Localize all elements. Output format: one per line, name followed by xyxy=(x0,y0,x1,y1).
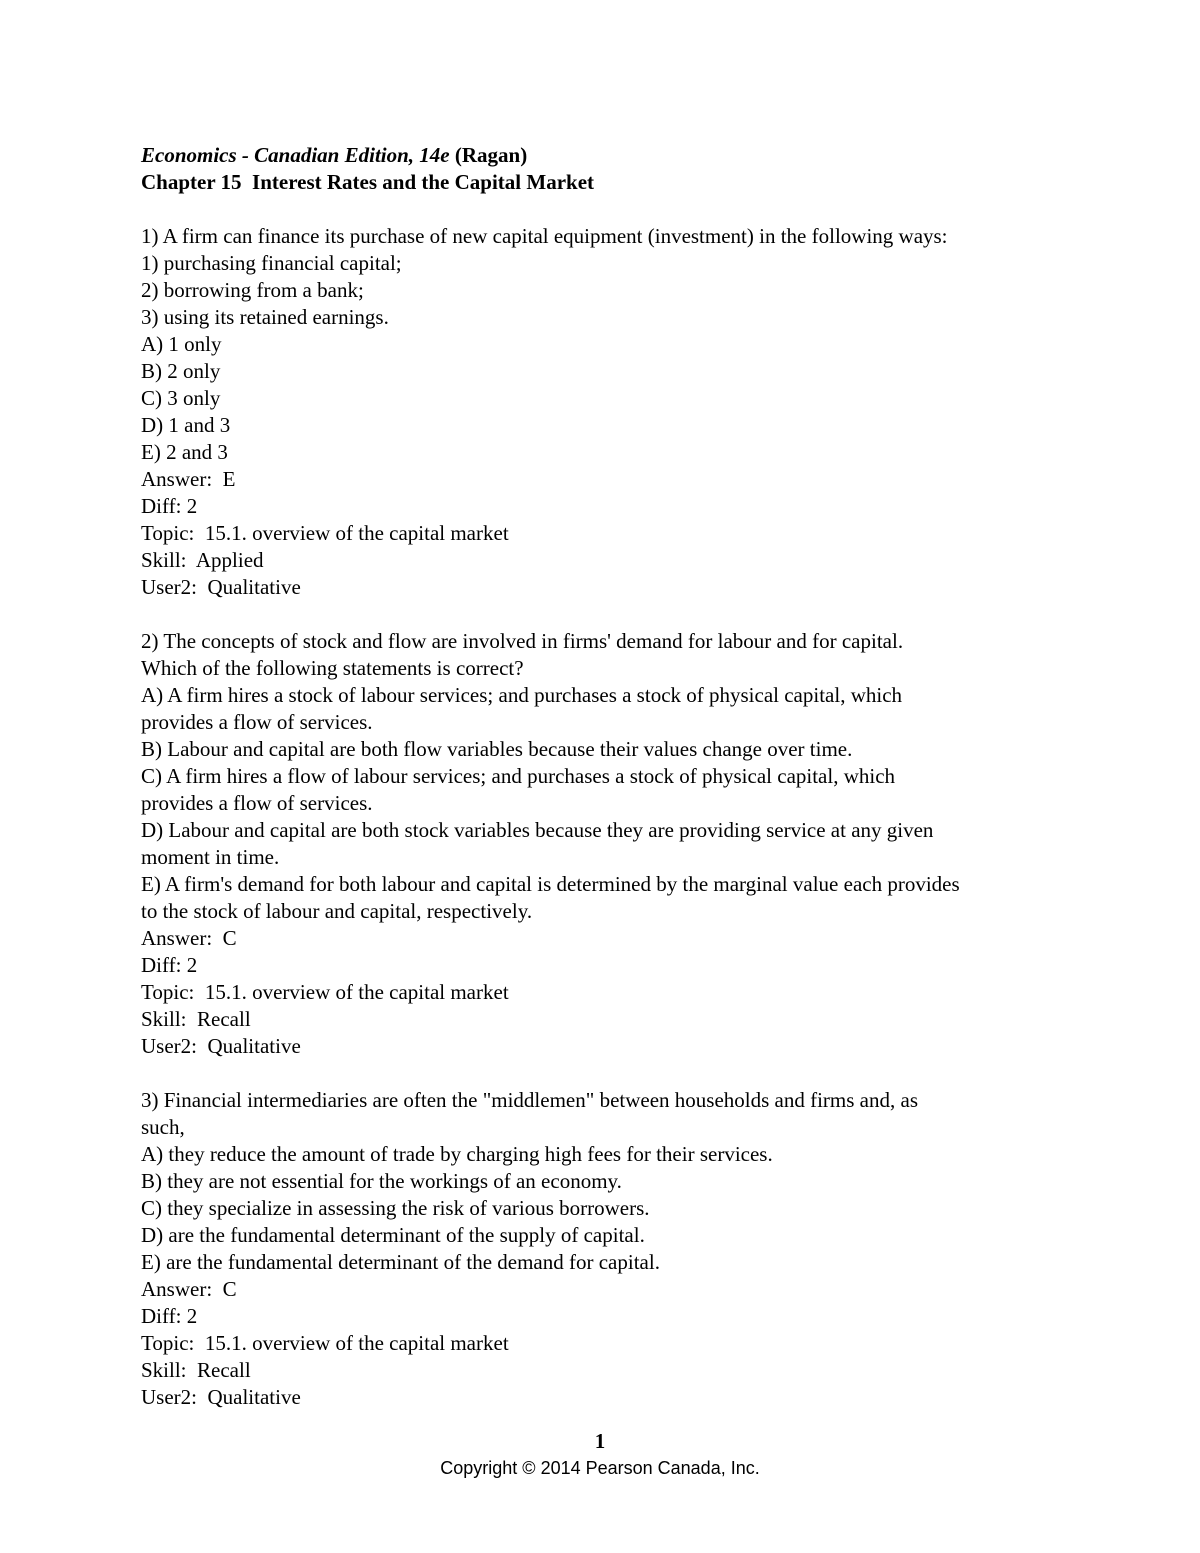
skill: Skill: Recall xyxy=(141,1007,251,1031)
book-title xyxy=(141,142,1071,169)
question-line: 2) The concepts of stock and flow are involved in firms' demand for labour and for capital. xyxy=(141,629,904,653)
answer-option: E) are the fundamental determinant of the demand for capital. xyxy=(141,1250,660,1274)
topic: Topic: 15.1. overview of the capital market xyxy=(141,521,509,545)
question-1 xyxy=(141,223,1071,601)
user2: User2: Qualitative xyxy=(141,1385,301,1409)
topic: Topic: 15.1. overview of the capital market xyxy=(141,980,509,1004)
skill: Skill: Applied xyxy=(141,548,264,572)
question-line: such, xyxy=(141,1115,185,1139)
answer-option: D) 1 and 3 xyxy=(141,413,231,437)
answer-option: C) 3 only xyxy=(141,386,221,410)
answer-option: C) A firm hires a flow of labour services; and purchases a stock of physical capital, which xyxy=(141,764,896,788)
topic: Topic: 15.1. overview of the capital market xyxy=(141,1331,509,1355)
chapter-title: Chapter 15 Interest Rates and the Capital Market xyxy=(141,170,595,194)
difficulty: Diff: 2 xyxy=(141,953,198,977)
answer-option: provides a flow of services. xyxy=(141,710,373,734)
answer-option: A) 1 only xyxy=(141,332,222,356)
question-line: 2) borrowing from a bank; xyxy=(141,278,364,302)
document-page xyxy=(141,142,1071,1411)
spacer xyxy=(141,601,1071,628)
answer-option: A) they reduce the amount of trade by charging high fees for their services. xyxy=(141,1142,773,1166)
question-line: Which of the following statements is correct? xyxy=(141,656,524,680)
copyright-notice: Copyright © 2014 Pearson Canada, Inc. xyxy=(440,1458,760,1478)
spacer xyxy=(141,1060,1071,1087)
spacer xyxy=(141,196,1071,223)
difficulty: Diff: 2 xyxy=(141,1304,198,1328)
answer-option: B) 2 only xyxy=(141,359,221,383)
answer-key: Answer: C xyxy=(141,926,237,950)
answer-option: A) A firm hires a stock of labour services; and purchases a stock of physical capital, which xyxy=(141,683,903,707)
answer-option: D) Labour and capital are both stock variables because they are providing service at any given xyxy=(141,818,934,842)
answer-option: E) A firm's demand for both labour and capital is determined by the marginal value each provides xyxy=(141,872,960,896)
user2: User2: Qualitative xyxy=(141,575,301,599)
difficulty: Diff: 2 xyxy=(141,494,198,518)
book-title-italic: Economics - Canadian Edition, 14e xyxy=(141,143,450,167)
user2: User2: Qualitative xyxy=(141,1034,301,1058)
answer-option: to the stock of labour and capital, respectively. xyxy=(141,899,533,923)
question-line: 1) A firm can finance its purchase of new capital equipment (investment) in the following ways: xyxy=(141,224,948,248)
question-line: 3) using its retained earnings. xyxy=(141,305,389,329)
answer-option: C) they specialize in assessing the risk of various borrowers. xyxy=(141,1196,650,1220)
answer-option: provides a flow of services. xyxy=(141,791,373,815)
answer-key: Answer: C xyxy=(141,1277,237,1301)
answer-option: D) are the fundamental determinant of the supply of capital. xyxy=(141,1223,645,1247)
question-line: 1) purchasing financial capital; xyxy=(141,251,402,275)
answer-option: B) they are not essential for the workings of an economy. xyxy=(141,1169,622,1193)
question-line: 3) Financial intermediaries are often the "middlemen" between households and firms and, as xyxy=(141,1088,918,1112)
answer-option: B) Labour and capital are both flow variables because their values change over time. xyxy=(141,737,853,761)
answer-key: Answer: E xyxy=(141,467,236,491)
skill: Skill: Recall xyxy=(141,1358,251,1382)
page-number: 1 xyxy=(594,1429,606,1453)
answer-option: moment in time. xyxy=(141,845,280,869)
question-3 xyxy=(141,1087,1071,1411)
book-author: (Ragan) xyxy=(449,143,528,167)
question-2 xyxy=(141,628,1071,1060)
answer-option: E) 2 and 3 xyxy=(141,440,228,464)
